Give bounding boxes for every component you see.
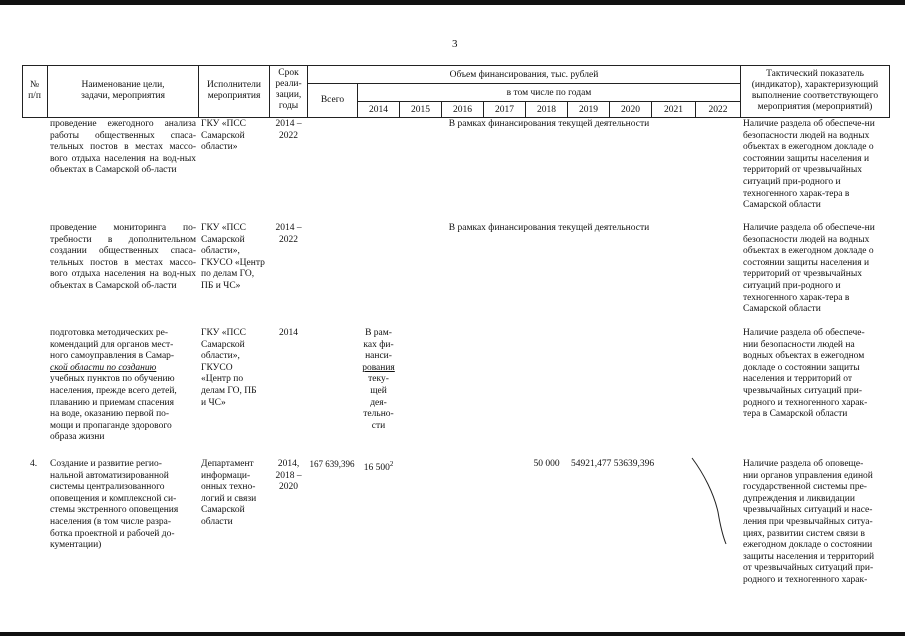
row4-indicator-line: Наличие раздела об оповеще- <box>743 459 864 469</box>
row4-executor-line: логий и связи <box>201 493 257 504</box>
row3-indicator-line: водных объектах в ежегодном <box>743 351 865 362</box>
row4-executor <box>201 459 267 529</box>
row4-indicator-line: циях, развитии систем связи в <box>743 528 865 539</box>
header-total: Всего <box>320 95 345 105</box>
row3-goal-line <box>50 363 196 375</box>
row4-indicator-line: нии органов управления единой <box>743 470 873 481</box>
row3-executor-line: делам ГО, ПБ <box>201 385 257 396</box>
header-year-2021: 2021 <box>664 105 683 115</box>
row4-2014-value: 16 500 <box>363 463 390 474</box>
row4-goal-line: стемы экстренного оповещения <box>50 505 179 516</box>
row4-goal <box>50 459 196 552</box>
row3-funding-line: ках фи- <box>363 339 394 350</box>
vline-right <box>889 65 890 118</box>
row3-indicator <box>743 328 889 421</box>
row3-goal-line: ного самоуправления в Самар- <box>50 351 175 362</box>
row3-funding-line: щей <box>370 385 387 396</box>
row4-executor-line: Самарской <box>201 505 245 516</box>
funding-subheader-line <box>307 83 740 84</box>
row4-executor-line: Департамент <box>201 459 254 469</box>
row4-indicator-line: чрезвычайных ситуаций и насе- <box>743 505 873 516</box>
row2-term: 2014 – 2022 <box>275 223 302 245</box>
row3-goal-line: плаванию и приемам спасения <box>50 397 175 408</box>
row2-indicator: Наличие раздела об обеспече-ни безопасности людей на водных объектах в ежегодном докладе о состоянии защиты населения и территорий от чрезвычайных ситуаций при-родного и техногенного харак-тера в Самарской области <box>743 223 875 315</box>
row4-2018: 50 000 <box>533 459 560 469</box>
row3-term: 2014 <box>279 328 298 338</box>
row3-funding-line: рования <box>362 362 395 373</box>
row3-executor-line: Самарской <box>201 339 245 350</box>
row3-funding-line: В рам- <box>365 328 392 338</box>
header-num: № п/п <box>28 80 41 101</box>
header-year-2015: 2015 <box>411 105 430 115</box>
row3-executor-line: и ЧС» <box>201 397 226 408</box>
header-year-2016: 2016 <box>453 105 472 115</box>
header-year-2019: 2019 <box>579 105 598 115</box>
header-goal: Наименование цели, задачи, мероприятия <box>81 80 165 101</box>
row3-goal-line: населения, прежде всего детей, <box>50 385 177 396</box>
row3-executor-line: ГКУ «ПСС <box>201 328 247 338</box>
row3-goal-line: образа жизни <box>50 432 105 443</box>
header-term: Срок реали- зации, годы <box>275 68 302 111</box>
row3-executor-line: области», <box>201 351 240 362</box>
row3-goal-line-text: ской области по созданию <box>50 362 157 373</box>
row3-funding-line: теку- <box>368 374 389 385</box>
row3-indicator-line: Наличие раздела об обеспече- <box>743 328 865 338</box>
row3-indicator-line: тера в Самарской области <box>743 409 848 420</box>
header-year-2014: 2014 <box>369 105 388 115</box>
row3-funding-line: дея- <box>370 397 387 408</box>
header-executor: Исполнители мероприятия <box>207 80 261 101</box>
row3-indicator-line: родного и техногенного харак- <box>743 397 868 408</box>
header-year-2017: 2017 <box>495 105 514 115</box>
row4-indicator-line: родного и техногенного харак- <box>743 574 868 585</box>
row1-executor: ГКУ «ПСС Самарской области» <box>201 119 247 153</box>
row3-executor-line: «Центр по <box>201 374 244 385</box>
row2-funding-note: В рамках финансирования текущей деятельности <box>448 223 650 233</box>
row3-goal-line: на воде, оказанию первой по- <box>50 409 170 420</box>
row4-goal-line: Создание и развитие регио- <box>50 459 162 469</box>
row3-funding-2014 <box>358 328 399 432</box>
row4-executor-line: области <box>201 516 233 527</box>
row4-2014 <box>358 459 399 475</box>
row4-indicator <box>743 459 889 587</box>
bottom-border <box>0 632 905 636</box>
header-year-2018: 2018 <box>537 105 556 115</box>
row4-executor-line: информаци- <box>201 470 251 481</box>
row3-funding-line: тельно- <box>363 409 394 420</box>
row1-goal: проведение ежегодного анализа работы общественных спаса-тельных постов в местах массо-вого отдыха населения на вод-ных объектах в Самарской об-ласти <box>50 119 196 176</box>
row4-executor-line: онных техно- <box>201 482 256 493</box>
row3-funding-line: нанси- <box>365 351 392 362</box>
row3-goal <box>50 328 196 444</box>
top-border <box>0 0 905 5</box>
row4-goal-line: ботка проектной и рабочей до- <box>50 528 175 539</box>
row4-indicator-line: ежегодном докладе о состоянии <box>743 540 873 551</box>
row1-funding-note: В рамках финансирования текущей деятельности <box>448 119 650 129</box>
row4-goal-line: нальной автоматизированной <box>50 470 169 481</box>
row3-indicator-line: докладе о состоянии защиты <box>743 362 860 373</box>
row4-goal-line: кументации) <box>50 540 102 551</box>
row2-goal: проведение мониторинга по-требности в дополнительном создании общественных спаса-тельных постов в местах массо-вого отдыха населения на вод-ных объектах в Самарской об-ласти <box>50 223 196 291</box>
row3-goal-line: подготовка методических ре- <box>50 328 169 338</box>
row3-executor <box>201 328 267 409</box>
row3-goal-line: мощи и пропаганде здорового <box>50 420 172 431</box>
row4-indicator-line: государственной системы пре- <box>743 482 867 493</box>
header-by-year: в том числе по годам <box>506 88 592 98</box>
row4-2019-2020: 54921,477 53639,396 <box>571 459 655 469</box>
row3-goal-line: комендаций для органов мест- <box>50 339 174 350</box>
row4-indicator-line: защиты населения и территорий <box>743 551 875 562</box>
row4-indicator-line: дупреждения и ликвидации <box>743 493 855 504</box>
row4-goal-line: населения (в том числе разра- <box>50 516 171 527</box>
header-year-2022: 2022 <box>708 105 728 115</box>
row4-indicator-line: от чрезвычайных ситуаций при- <box>743 563 874 574</box>
table-header-bottom-line <box>22 117 890 118</box>
page-number: 3 <box>452 38 458 50</box>
header-year-2020: 2020 <box>621 105 640 115</box>
row4-num: 4. <box>30 459 38 469</box>
row4-term: 2014, 2018 – 2020 <box>275 459 302 493</box>
row4-total: 167 639,396 <box>309 459 355 469</box>
row3-goal-line: учебных пунктов по обучению <box>50 374 175 385</box>
row1-term: 2014 – 2022 <box>275 119 302 141</box>
header-funding: Объем финансирования, тыс. рублей <box>449 70 599 80</box>
row4-2014-footnote: 2 <box>389 460 394 468</box>
row4-strike-stroke <box>690 456 734 546</box>
row3-indicator-line: населения и территорий от <box>743 374 852 385</box>
row3-indicator-line: чрезвычайных ситуаций при- <box>743 385 863 396</box>
years-subheader-line <box>357 101 740 102</box>
row3-funding-line: сти <box>371 420 386 431</box>
row1-indicator: Наличие раздела об обеспече-ни безопасности людей на водных объектах в ежегодном докладе о состоянии защиты населения и территорий от чрезвычайных ситуаций при-родного и техногенного харак-тера в Самарской области <box>743 119 875 211</box>
row4-goal-line: оповещения и комплексной си- <box>50 493 177 504</box>
row2-executor: ГКУ «ПСС Самарской области», ГКУСО «Центр по делам ГО, ПБ и ЧС» <box>201 223 265 291</box>
table-top-line <box>22 65 890 66</box>
row3-executor-line: ГКУСО <box>201 362 233 373</box>
row4-indicator-line: ления при чрезвычайных ситуа- <box>743 516 873 527</box>
row4-goal-line: системы централизованного <box>50 482 165 493</box>
header-indicator: Тактический показатель (индикатор), характеризующий выполнение соответствующего мероприятия (мероприятий) <box>751 69 879 112</box>
row3-indicator-line: нии безопасности людей на <box>743 339 855 350</box>
